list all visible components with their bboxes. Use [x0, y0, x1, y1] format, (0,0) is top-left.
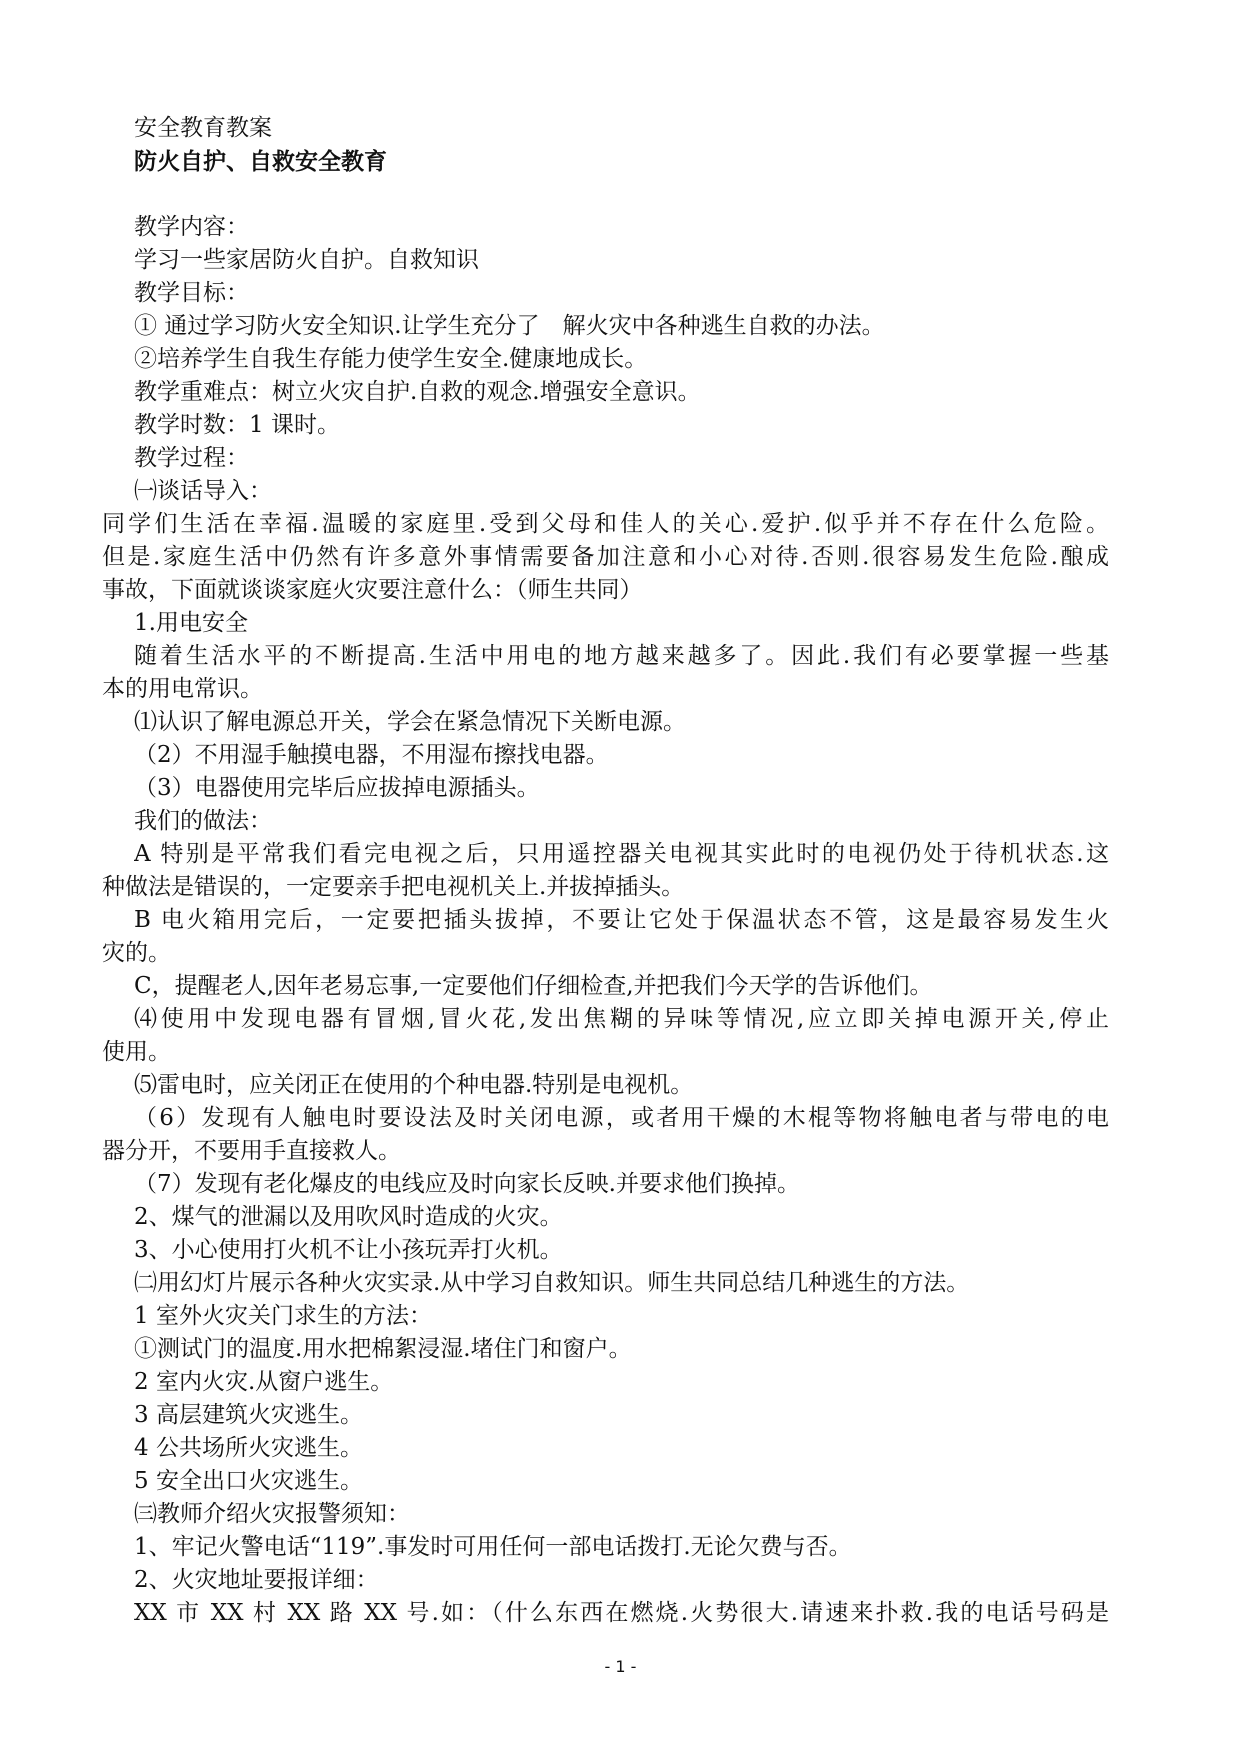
paragraph-line: 4 公共场所火灾逃生。 — [134, 1435, 363, 1461]
paragraph-line: （6）发现有人触电时要设法及时关闭电源，或者用干燥的木棍等物将触电者与带电的电 — [134, 1105, 1109, 1131]
paragraph-line: 3 高层建筑火灾逃生。 — [134, 1402, 363, 1428]
paragraph-line: 事故，下面就谈谈家庭火灾要注意什么：（师生共同） — [102, 577, 643, 603]
paragraph-line: 1.用电安全 — [134, 610, 248, 636]
paragraph-line: B 电火箱用完后，一定要把插头拔掉，不要让它处于保温状态不管，这是最容易发生火 — [134, 907, 1109, 933]
paragraph-line: C，提醒老人,因年老易忘事,一定要他们仔细检查,并把我们今天学的告诉他们。 — [134, 973, 933, 999]
paragraph-line: ⑷使用中发现电器有冒烟,冒火花,发出焦糊的异味等情况,应立即关掉电源开关,停止 — [134, 1006, 1109, 1032]
paragraph-line: 学习一些家居防火自护。自救知识 — [134, 247, 479, 273]
paragraph-line: 教学目标： — [134, 280, 249, 306]
paragraph-line: （7）发现有老化爆皮的电线应及时向家长反映.并要求他们换掉。 — [134, 1171, 800, 1197]
paragraph-line: 随着生活水平的不断提高.生活中用电的地方越来越多了。因此.我们有必要掌握一些基 — [134, 643, 1109, 669]
paragraph-line: ①测试门的温度.用水把棉絮浸湿.堵住门和窗户。 — [134, 1336, 632, 1362]
paragraph-line: 我们的做法： — [134, 808, 272, 834]
paragraph-line: 3、小心使用打火机不让小孩玩弄打火机。 — [134, 1237, 563, 1263]
paragraph-line: （2）不用湿手触摸电器，不用湿布擦找电器。 — [134, 742, 609, 768]
paragraph-line: 1 室外火灾关门求生的方法： — [134, 1303, 432, 1329]
paragraph-line: A 特别是平常我们看完电视之后，只用遥控器关电视其实此时的电视仍处于待机状态.这 — [134, 841, 1109, 867]
paragraph-line: ① 通过学习防火安全知识.让学生充分了 解火灾中各种逃生自救的办法。 — [134, 313, 885, 339]
paragraph-line: ㈠谈话导入： — [134, 478, 272, 504]
paragraph-line: 教学内容： — [134, 214, 249, 240]
paragraph-line: 2 室内火灾.从窗户逃生。 — [134, 1369, 394, 1395]
paragraph-line: （3）电器使用完毕后应拔掉电源插头。 — [134, 775, 540, 801]
paragraph-line: XX 市 XX 村 XX 路 XX 号.如：（什么东西在燃烧.火势很大.请速来扑救.我的电话号码是 — [134, 1600, 1109, 1626]
paragraph-line: 同学们生活在幸福.温暖的家庭里.受到父母和佳人的关心.爱护.似乎并不存在什么危险。 — [102, 511, 1109, 537]
paragraph-line: ㈡用幻灯片展示各种火灾实录.从中学习自救知识。师生共同总结几种逃生的方法。 — [134, 1270, 970, 1296]
paragraph-line: 灾的。 — [102, 940, 171, 966]
paragraph-line: ㈢教师介绍火灾报警须知： — [134, 1501, 410, 1527]
paragraph-line: 种做法是错误的，一定要亲手把电视机关上.并拔掉插头。 — [102, 874, 685, 900]
paragraph-line: ⑸雷电时，应关闭正在使用的个种电器.特别是电视机。 — [134, 1072, 694, 1098]
paragraph-line: ②培养学生自我生存能力使学生安全.健康地成长。 — [134, 346, 648, 372]
paragraph-line: 1、牢记火警电话“119”.事发时可用任何一部电话拨打.无论欠费与否。 — [134, 1534, 852, 1560]
paragraph-line: 教学时数：1 课时。 — [134, 412, 340, 438]
paragraph-line: ⑴认识了解电源总开关，学会在紧急情况下关断电源。 — [134, 709, 686, 735]
doc-title: 安全教育教案 — [134, 115, 272, 141]
paragraph-line: 使用。 — [102, 1039, 171, 1065]
blank-line — [134, 178, 1109, 211]
paragraph-line: 2、煤气的泄漏以及用吹风时造成的火灾。 — [134, 1204, 563, 1230]
paragraph-line: 教学过程： — [134, 445, 249, 471]
doc-subtitle: 防火自护、自救安全教育 — [134, 148, 387, 175]
paragraph-line: 但是.家庭生活中仍然有许多意外事情需要备加注意和小心对待.否则.很容易发生危险.酿成 — [102, 544, 1109, 570]
paragraph-line: 器分开，不要用手直接救人。 — [102, 1138, 401, 1164]
paragraph-line: 5 安全出口火灾逃生。 — [134, 1468, 363, 1494]
document-body — [102, 112, 1109, 1630]
paragraph-line: 本的用电常识。 — [102, 676, 263, 702]
paragraph-line: 教学重难点：树立火灾自护.自救的观念.增强安全意识。 — [134, 379, 701, 405]
paragraph-line: 2、火灾地址要报详细： — [134, 1567, 379, 1593]
page-number: - 1 - — [604, 1657, 637, 1676]
